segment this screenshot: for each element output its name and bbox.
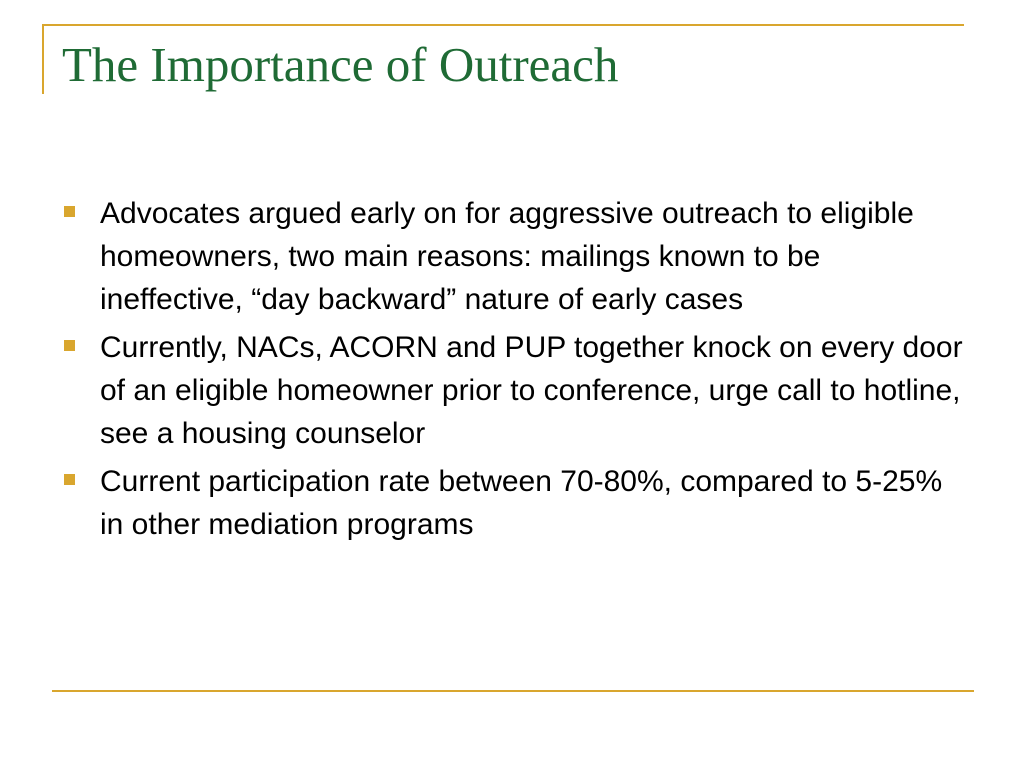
bullet-item — [64, 460, 964, 546]
top-rule — [42, 24, 964, 26]
bottom-rule — [52, 690, 974, 692]
left-rule — [42, 24, 44, 94]
bullet-list — [64, 192, 964, 551]
square-bullet-icon — [64, 206, 75, 217]
bullet-item — [64, 326, 964, 455]
bullet-text: Current participation rate between 70-80%, compared to 5-25% in other mediation programs — [100, 465, 943, 541]
square-bullet-icon — [64, 474, 75, 485]
square-bullet-icon — [64, 340, 75, 351]
bullet-item — [64, 192, 964, 321]
bullet-text: Currently, NACs, ACORN and PUP together knock on every door of an eligible homeowner prior to conference, urge call to hotline, see a housing counselor — [100, 331, 963, 450]
slide-title: The Importance of Outreach — [62, 37, 619, 92]
bullet-text: Advocates argued early on for aggressive outreach to eligible homeowners, two main reasons: mailings known to be ineffective, “day backward” nature of early cases — [100, 197, 914, 316]
